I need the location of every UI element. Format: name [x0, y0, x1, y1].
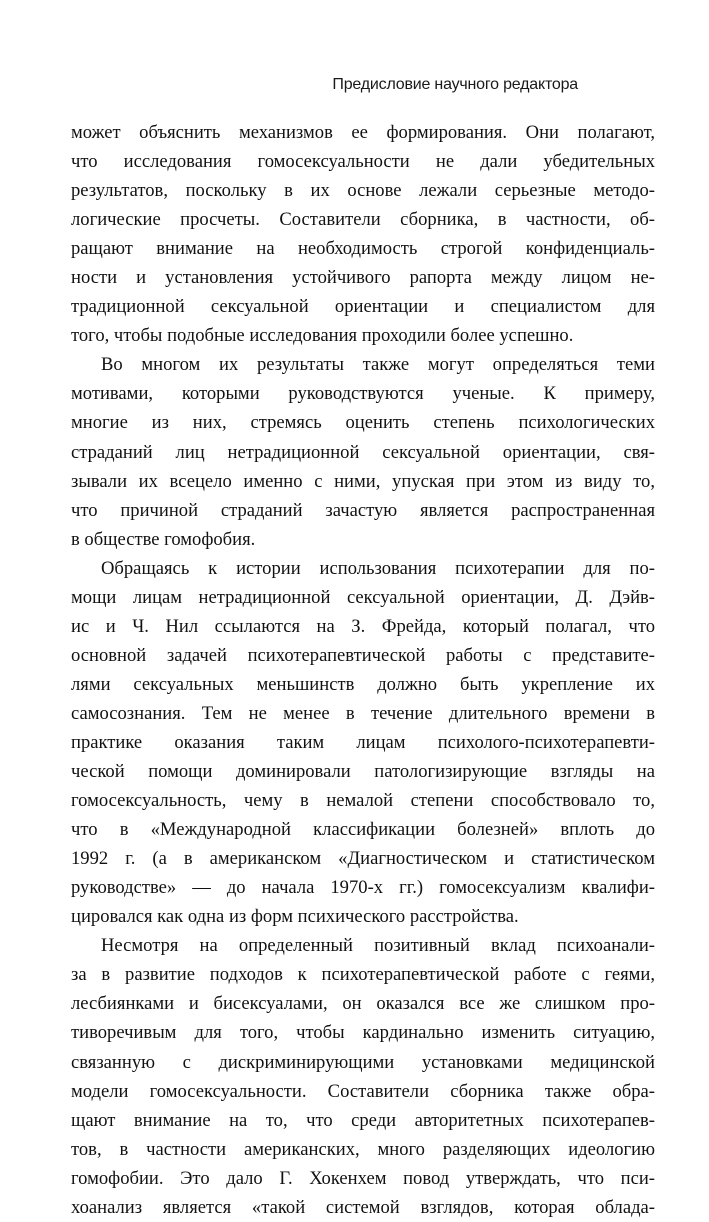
text-line: Обращаясь к истории использования психотерапии для по- [101, 557, 655, 579]
text-line: что причиной страданий зачастую является распространенная [71, 499, 655, 521]
text-line: хоанализ является «такой системой взглядов, которая облада- [71, 1196, 655, 1218]
text-line: основной задачей психотерапевтической работы с представите- [71, 644, 655, 666]
text-line: цировался как одна из форм психического расстройства. [71, 906, 519, 928]
running-head: Предисловие научного редактора [332, 76, 578, 93]
paragraph [71, 350, 655, 553]
paragraph [71, 118, 655, 350]
text-line: ности и установления устойчивого рапорта между лицом не- [71, 267, 655, 289]
text-line: Во многом их результаты также могут определяться теми [101, 354, 655, 376]
text-line: ис и Ч. Нил ссылаются на З. Фрейда, который полагал, что [71, 615, 655, 637]
text-line: традиционной сексуальной ориентации и специалистом для [71, 296, 655, 318]
text-line: ращают внимание на необходимость строгой конфиденциаль- [71, 238, 655, 260]
text-line: тов, в частности американских, много разделяющих идеологию [71, 1138, 655, 1160]
text-line: многие из них, стремясь оценить степень психологических [71, 412, 655, 434]
text-line: в обществе гомофобия. [71, 528, 256, 550]
text-line: лями сексуальных меньшинств должно быть укрепление их [71, 673, 655, 695]
text-line: что исследования гомосексуальности не дали убедительных [71, 151, 655, 173]
text-line: за в развитие подходов к психотерапевтической работе с геями, [71, 964, 655, 986]
text-line: Несмотря на определенный позитивный вклад психоанали- [101, 935, 655, 957]
text-line: самосознания. Тем не менее в течение длительного времени в [71, 702, 655, 724]
text-line: практике оказания таким лицам психолого-психотерапевти- [71, 731, 655, 753]
text-line: модели гомосексуальности. Составители сборника также обра- [71, 1080, 655, 1102]
text-line: результатов, поскольку в их основе лежали серьезные методо- [71, 180, 655, 202]
text-line: 1992 г. (а в американском «Диагностическом и статистическом [71, 848, 655, 870]
text-line: зывали их всецело именно с ними, упуская при этом из виду то, [71, 470, 655, 492]
text-line: щают внимание на то, что среди авторитетных психотерапев- [71, 1109, 655, 1131]
body-text [71, 118, 655, 1222]
text-line: гомофобии. Это дало Г. Хокенхем повод утверждать, что пси- [71, 1167, 655, 1189]
text-line: гомосексуальность, чему в немалой степени способствовало то, [71, 790, 655, 812]
text-line: тиворечивым для того, чтобы кардинально изменить ситуацию, [71, 1022, 655, 1044]
text-line: мотивами, которыми руководствуются ученые. К примеру, [71, 383, 655, 405]
text-line: страданий лиц нетрадиционной сексуальной ориентации, свя- [71, 441, 655, 463]
text-line: ческой помощи доминировали патологизирующие взгляды на [71, 761, 655, 783]
text-line: может объяснить механизмов ее формирования. Они полагают, [71, 122, 655, 143]
paragraph [71, 931, 655, 1221]
text-line: что в «Международной классификации болезней» вплоть до [71, 819, 655, 841]
text-line: мощи лицам нетрадиционной сексуальной ориентации, Д. Дэйв- [71, 586, 655, 608]
text-line: связанную с дискриминирующими установками медицинской [71, 1051, 655, 1073]
text-line: логические просчеты. Составители сборника, в частности, об- [71, 209, 655, 231]
text-line: того, чтобы подобные исследования проходили более успешно. [71, 325, 574, 347]
text-line: лесбиянками и бисексуалами, он оказался все же слишком про- [71, 993, 655, 1015]
text-line: руководстве» — до начала 1970-х гг.) гомосексуализм квалифи- [71, 877, 655, 899]
paragraph [71, 554, 655, 932]
